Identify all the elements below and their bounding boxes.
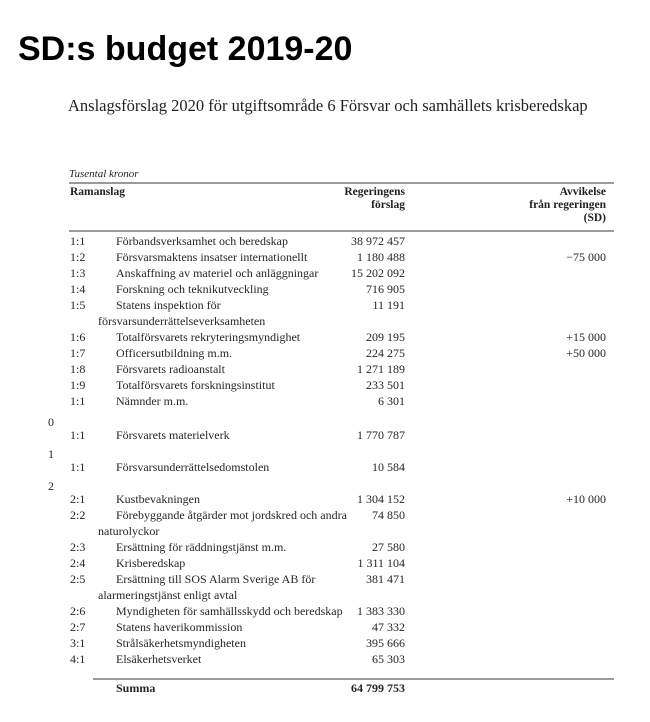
header-bottom-rule: [69, 230, 614, 232]
header-col2-line2: förslag: [371, 199, 405, 211]
row-code: 2:5: [70, 572, 86, 586]
table-row: [0, 603, 650, 619]
row-code: 1:5: [70, 298, 86, 312]
row-code: 2:3: [70, 540, 86, 554]
row-code: 2:2: [70, 508, 86, 522]
row-value: 15 202 092: [351, 266, 405, 280]
table-row: [0, 555, 650, 571]
row-value: 11 191: [372, 298, 405, 312]
row-name: Officersutbildning m.m.: [116, 346, 233, 360]
table-row: [0, 635, 650, 651]
header-col2-line1: Regeringens: [344, 186, 405, 198]
row-code: 4:1: [70, 652, 86, 666]
row-value: 1 180 488: [357, 250, 405, 264]
page-title: SD:s budget 2019-20: [18, 30, 353, 68]
row-name: Nämnder m.m.: [116, 394, 189, 408]
row-name: Kustbevakningen: [116, 492, 200, 506]
row-code: 1:2: [70, 250, 86, 264]
table-row: [0, 393, 650, 409]
table-row-continuation: [0, 587, 650, 603]
row-name: Strålsäkerhetsmyndigheten: [116, 636, 246, 650]
row-code: 3:1: [70, 636, 86, 650]
row-code: 1:3: [70, 266, 86, 280]
row-deviation: +10 000: [566, 492, 606, 506]
row-code: 1:7: [70, 346, 86, 360]
table-row: [0, 281, 650, 297]
row-value: 38 972 457: [351, 234, 405, 248]
table-row: [0, 619, 650, 635]
row-name: Anskaffning av materiel och anläggningar: [116, 266, 319, 280]
row-code: 1:1: [70, 234, 86, 248]
total-value: 64 799 753: [351, 681, 405, 695]
row-value: 6 301: [378, 394, 405, 408]
row-code: 1:4: [70, 282, 86, 296]
row-value: 27 580: [372, 540, 405, 554]
row-code: 2:7: [70, 620, 86, 634]
row-value: 1 770 787: [357, 428, 405, 442]
row-code: 2:1: [70, 492, 86, 506]
table-row: [0, 329, 650, 345]
row-deviation: +15 000: [566, 330, 606, 344]
table-row: [0, 265, 650, 281]
row-name: Förbandsverksamhet och beredskap: [116, 234, 288, 248]
row-code: 1:6: [70, 330, 86, 344]
row-code: 1:1: [70, 460, 86, 474]
row-name: Totalförsvarets forskningsinstitut: [116, 378, 275, 392]
stray-digit: 0: [48, 415, 54, 429]
table-row-continuation: [0, 523, 650, 539]
row-name: Statens haverikommission: [116, 620, 243, 634]
table-row: [0, 377, 650, 393]
row-code: 2:6: [70, 604, 86, 618]
table-row: [0, 539, 650, 555]
row-name-continuation: alarmeringstjänst enligt avtal: [98, 588, 238, 602]
table-row: [0, 571, 650, 587]
row-value: 10 584: [372, 460, 405, 474]
stray-digit: 1: [48, 447, 54, 461]
header-top-rule: [69, 182, 614, 184]
row-value: 74 850: [372, 508, 405, 522]
unit-label: Tusental kronor: [69, 168, 139, 180]
row-code: 1:9: [70, 378, 86, 392]
row-value: 381 471: [366, 572, 405, 586]
row-name: Förebyggande åtgärder mot jordskred och andra: [116, 508, 347, 522]
table-row: [0, 233, 650, 249]
row-name: Totalförsvarets rekryteringsmyndighet: [116, 330, 301, 344]
row-name: Försvarsmaktens insatser internationellt: [116, 250, 308, 264]
total-row: [0, 680, 650, 696]
table-row: [0, 361, 650, 377]
row-name: Ersättning för räddningstjänst m.m.: [116, 540, 287, 554]
document-subtitle: Anslagsförslag 2020 för utgiftsområde 6 Försvar och samhällets krisberedskap: [68, 96, 588, 115]
header-col3-line1: Avvikelse: [559, 186, 606, 198]
row-name-continuation: försvarsunderrättelseverksamheten: [98, 314, 266, 328]
row-name-continuation: naturolyckor: [98, 524, 160, 538]
header-ramanslag: Ramanslag: [70, 186, 125, 198]
row-name: Försvarets materielverk: [116, 428, 230, 442]
header-regeringens-forslag: [344, 186, 405, 212]
table-row: [0, 345, 650, 361]
row-name: Försvarets radioanstalt: [116, 362, 225, 376]
row-name: Krisberedskap: [116, 556, 186, 570]
row-name: Ersättning till SOS Alarm Sverige AB för: [116, 572, 316, 586]
table-row: [0, 507, 650, 523]
row-value: 65 303: [372, 652, 405, 666]
table-row: [0, 459, 650, 475]
table-row: [0, 651, 650, 667]
total-label: Summa: [116, 681, 156, 695]
row-code: 2:4: [70, 556, 86, 570]
row-value: 224 275: [366, 346, 405, 360]
row-name: Försvarsunderrättelsedomstolen: [116, 460, 270, 474]
table-row: [0, 249, 650, 265]
row-value: 47 332: [372, 620, 405, 634]
table-row: [0, 297, 650, 313]
row-code: 1:1: [70, 428, 86, 442]
row-value: 233 501: [366, 378, 405, 392]
table-row-continuation: [0, 313, 650, 329]
row-name: Elsäkerhetsverket: [116, 652, 202, 666]
row-value: 1 383 330: [357, 604, 405, 618]
row-value: 209 195: [366, 330, 405, 344]
header-col3-line2: från regeringen: [529, 199, 606, 211]
row-deviation: +50 000: [566, 346, 606, 360]
row-name: Forskning och teknikutveckling: [116, 282, 269, 296]
row-value: 1 311 104: [357, 556, 405, 570]
header-avvikelse: [529, 186, 606, 225]
stray-digit: 2: [48, 479, 54, 493]
row-value: 1 271 189: [357, 362, 405, 376]
row-name: Myndigheten för samhällsskydd och beredskap: [116, 604, 343, 618]
row-deviation: −75 000: [566, 250, 606, 264]
row-value: 1 304 152: [357, 492, 405, 506]
table-row: [0, 427, 650, 443]
table-row: [0, 491, 650, 507]
row-code: 1:1: [70, 394, 86, 408]
header-col3-line3: (SD): [583, 212, 606, 224]
row-value: 716 905: [366, 282, 405, 296]
row-name: Statens inspektion för: [116, 298, 221, 312]
row-value: 395 666: [366, 636, 405, 650]
row-code: 1:8: [70, 362, 86, 376]
